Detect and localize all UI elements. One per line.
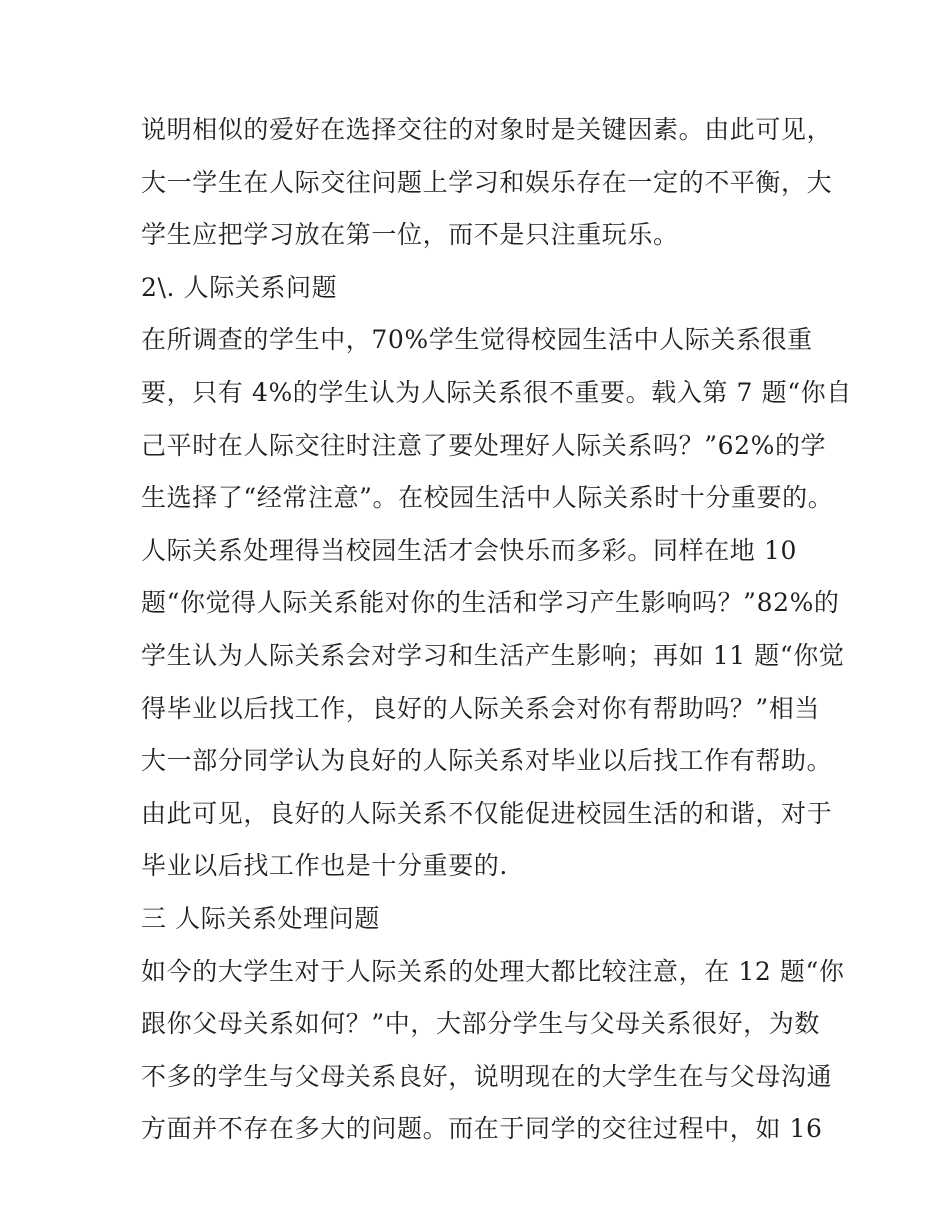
text-line: 在所调查的学生中，70%学生觉得校园生活中人际关系很重: [141, 325, 813, 355]
text-line: 己平时在人际交往时注意了要处理好人际关系吗？”62%的学: [141, 430, 827, 460]
text-line: 要，只有 4%的学生认为人际关系很不重要。载入第 7 题“你自: [141, 377, 852, 407]
text-line: 生选择了“经常注意”。在校园生活中人际关系时十分重要的。: [141, 483, 834, 513]
text-line: 人际关系处理得当校园生活才会快乐而多彩。同样在地 10: [141, 535, 797, 565]
text-line: 题“你觉得人际关系能对你的生活和学习产生影响吗？”82%的: [141, 588, 840, 618]
text-line: 由此可见，良好的人际关系不仅能促进校园生活的和谐，对于: [141, 798, 833, 828]
section-heading: 三 人际关系处理问题: [141, 903, 380, 933]
section-heading: 2\. 人际关系问题: [141, 272, 338, 302]
text-line: 说明相似的爱好在选择交往的对象时是关键因素。由此可见，: [141, 115, 833, 144]
text-line: 学生应把学习放在第一位，而不是只注重玩乐。: [141, 220, 679, 250]
text-line: 学生认为人际关系会对学习和生活产生影响；再如 11 题“你觉: [141, 640, 845, 670]
text-line: 大一学生在人际交往问题上学习和娱乐存在一定的不平衡，大: [141, 167, 833, 197]
text-line: 毕业以后找工作也是十分重要的.: [141, 851, 508, 881]
text-line: 大一部分同学认为良好的人际关系对毕业以后找工作有帮助。: [141, 746, 833, 776]
text-line: 得毕业以后找工作，良好的人际关系会对你有帮助吗？”相当: [141, 693, 820, 723]
text-line: 跟你父母关系如何？”中，大部分学生与父母关系很好，为数: [141, 1009, 820, 1039]
text-line: 不多的学生与父母关系良好，说明现在的大学生在与父母沟通: [141, 1061, 833, 1091]
body-text: [141, 104, 852, 1156]
text-line: 方面并不存在多大的问题。而在于同学的交往过程中，如 16: [141, 1114, 823, 1144]
text-line: 如今的大学生对于人际关系的处理大都比较注意，在 12 题“你: [141, 956, 845, 986]
